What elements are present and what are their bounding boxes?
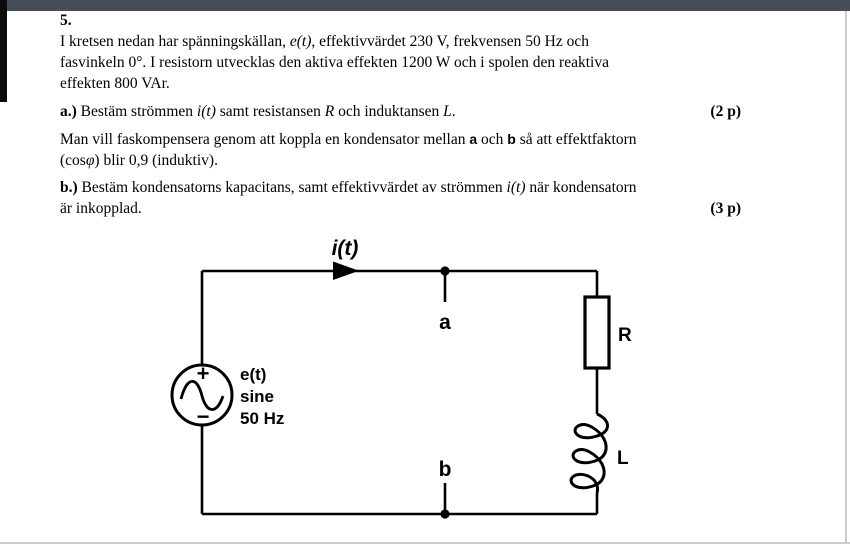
current-label: i(t) — [331, 237, 359, 260]
problem-number: 5. — [60, 12, 72, 29]
part-b-line-1: b.) Bestäm kondensatorns kapacitans, samt effektivvärdet av strömmen i(t) när kondensatorn — [60, 179, 637, 196]
source-label-line3: 50 Hz — [240, 409, 285, 428]
part-a-line — [60, 101, 741, 122]
page-right-border — [845, 11, 847, 542]
compensation-paragraph — [60, 129, 741, 171]
part-b-line-2 — [60, 198, 741, 219]
current-arrow — [333, 262, 359, 281]
intro-line-2: fasvinkeln 0°. I resistorn utvecklas den aktiva effekten 1200 W och i spolen den reaktiva — [60, 54, 609, 71]
part-b-question — [60, 177, 741, 219]
page-bottom-divider — [0, 542, 850, 544]
inductor-symbol — [571, 414, 607, 493]
part-b-points: (3 p) — [710, 200, 741, 217]
compensation-line-1: Man vill faskompensera genom att koppla en kondensator mellan a och b så att effektfaktorn — [60, 131, 637, 148]
source-label-line1: e(t) — [240, 365, 267, 384]
part-b-text: är inkopplad. — [60, 200, 142, 217]
source-label-line2: sine — [240, 387, 275, 406]
source-plus-sign: + — [196, 361, 210, 386]
part-a-points: (2 p) — [710, 103, 741, 120]
compensation-line-2: (cosφ) blir 0,9 (induktiv). — [60, 152, 218, 169]
circuit-diagram — [150, 230, 700, 540]
node-a-label: a — [439, 311, 451, 334]
part-a-question — [60, 101, 741, 122]
part-a-text: a.) Bestäm strömmen i(t) samt resistansen R och induktansen L. — [60, 103, 456, 120]
intro-line-3: effekten 800 VAr. — [60, 75, 170, 92]
problem-intro-paragraph — [60, 31, 741, 94]
left-edge-strip — [0, 0, 7, 102]
source-minus-sign: − — [196, 404, 210, 429]
node-a-dot — [440, 266, 449, 275]
resistor-symbol — [585, 297, 609, 368]
node-b-label: b — [438, 458, 452, 481]
node-b-dot — [440, 509, 449, 518]
intro-line-1: I kretsen nedan har spänningskällan, e(t), effektivvärdet 230 V, frekvensen 50 Hz och — [60, 33, 589, 50]
resistor-label: R — [618, 325, 632, 346]
inductor-label: L — [617, 448, 629, 469]
